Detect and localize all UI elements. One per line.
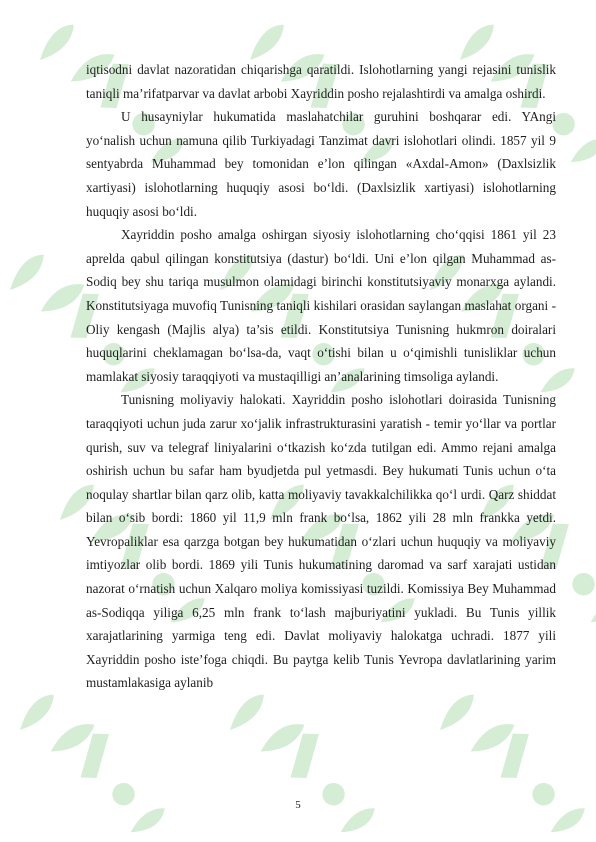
paragraph: Xayriddin posho amalga oshirgan siyosiy islohotlarning cho‘qqisi 1861 yil 23 aprelda qabul qilingan konstitutsiya (dastur) bo‘ldi. Uni e’lon qilgan Muhammad as-Sodiq bey shu tariqa musulmon olamidagi birinchi konstitutsiyaviy monarxga aylandi. Konstitutsiyaga muvofiq Tunisning taniqli kishilari orasidan saylangan maslahat organi - Oliy kengash (Majlis alya) ta’sis etildi. Konstitutsiya Tunisning hukmron doiralari huquqlarini cheklamagan bo‘lsa-da, vaqt o‘tishi bilan u o‘qimishli tunisliklar uchun mamlakat siyosiy taraqqiyoti va mustaqilligi an’analarining timsoliga aylandi. (86, 227, 556, 384)
document-body (86, 58, 556, 695)
paragraph: Tunisning moliyaviy halokati. Xayriddin posho islohotlari doirasida Tunisning taraqqiyoti uchun juda zarur xo‘jalik infrastrukturasini yaratish - temir yo‘llar va portlar qurish, suv va telegraf liniyalarini o‘tkazish ko‘zda tutilgan edi. Ammo rejani amalga oshirish uchun bu safar ham byudjetda pul yetmasdi. Bey hukumati Tunis uchun o‘ta noqulay shartlar bilan qarz olib, katta moliyaviy tavakkalchilikka qo‘l urdi. Qarz shiddat bilan o‘sib bordi: 1860 yil 11,9 mln frank bo‘lsa, 1862 yili 28 mln frankka yetdi. Yevropaliklar esa qarzga botgan bey hukumatidan o‘zlari uchun huquqiy va moliyaviy imtiyozlar olib bordi. 1869 yili Tunis hukumatining daromad va sarf xarajati ustidan nazorat o‘rnatish uchun Xalqaro moliya komissiyasi tuzildi. Komissiya Bey Muhammad as-Sodiqqa yiliga 6,25 mln frank to‘lash majburiyatini yukladi. Bu Tunis yillik xarajatlarining yarmiga teng edi. Davlat moliyaviy halokatga uchradi. 1877 yili Xayriddin posho iste’foga chiqdi. Bu paytga kelib Tunis Yevropa davlatlarining yarim mustamlakasiga aylanib (86, 392, 556, 691)
page-number: 5 (295, 799, 301, 811)
paragraph: iqtisodni davlat nazoratidan chiqarishga qaratildi. Islohotlarning yangi rejasini tunislik taniqli ma’rifatparvar va davlat arbobi Xayriddin posho rejalashtirdi va amalga oshirdi. (86, 62, 556, 101)
watermark-mark (432, 676, 589, 842)
watermark-mark (12, 676, 169, 842)
paragraph: U husayniylar hukumatida maslahatchilar guruhini boshqarar edi. YAngi yo‘nalish uchun namuna qilib Turkiyadagi Tanzimat davri islohotlari olindi. 1857 yil 9 sentyabrda Muhammad bey tomonidan e’lon qilingan «Axdal-Amon» (Daxlsizlik xartiyasi) islohotlarning huquqiy asosi bo‘ldi. (Daxlsizlik xartiyasi) islohotlarning huquqiy asosi bo‘ldi. (86, 109, 556, 219)
watermark-mark (222, 676, 379, 842)
